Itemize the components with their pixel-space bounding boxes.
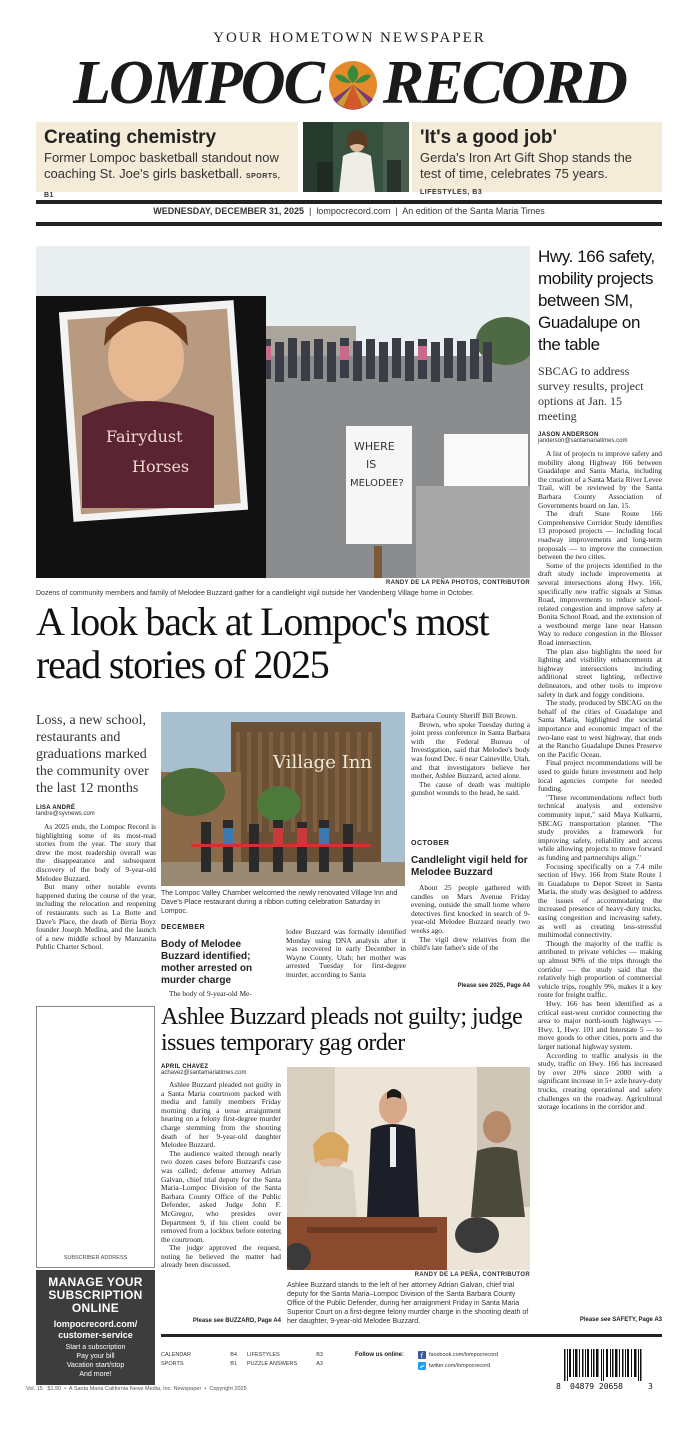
main-col3 (286, 928, 406, 980)
story2-headline[interactable]: Ashlee Buzzard pleads not guilty; judge issues temporary gag order (161, 1004, 523, 1056)
main-col4-p1: Barbara County Sheriff Bill Brown. (411, 711, 517, 720)
manage-item-vacation: Vacation start/stop (66, 1362, 125, 1369)
right-p8: Focusing specifically on a 7.4 mile section of Hwy. 166 from State Route 1 in Guadalupe to Depot Street in Santa Maria, the study was designed to address the issues of accommodating the increased presence of heavy-duty trucks, easing congestion and increasing safety, as well as creating less-stressful multimodal connectivity. (538, 861, 662, 940)
masthead-tagline: YOUR HOMETOWN NEWSPAPER (213, 30, 486, 46)
svg-text:f: f (420, 1352, 424, 1359)
facebook-icon (418, 1351, 426, 1359)
section-october: OCTOBER (411, 840, 450, 847)
right-p3: Some of the projects identified in the draft study include improvements at several intersections along Hwy. 166, specifically new traffic signals at Simas Road, improvements to reduce school-related congestion and improve safety at Bonita School Road, and the extension of a westbound merge lane near Hanson Way to reduce congestion in the Blosser Road intersection. (538, 560, 662, 648)
teaser-photo[interactable] (303, 122, 409, 192)
main-photo-credit: RANDY DE LA PEÑA PHOTOS, CONTRIBUTOR (385, 580, 530, 586)
vigil-photo-icon (36, 246, 530, 578)
village-inn-photo[interactable] (161, 712, 405, 886)
story2-byline-email[interactable]: achavez@santamariatimes.com (161, 1070, 247, 1076)
byline-name: LISA ANDRÉ (36, 805, 76, 811)
jump-buzzard[interactable]: Please see BUZZARD, Page A4 (192, 1318, 281, 1324)
subhead-december[interactable]: Body of Melodee Buzzard identified; mother arrested on murder charge (161, 939, 253, 986)
right-p4: The plan also highlights the need for lighting and visibility enhancements at highway intersections including additional street lighting, reflective delineators, and other tools to improve safety in dark and foggy conditions. (538, 646, 662, 699)
teaser-sports-text: Former Lompoc basketball standout now coaching St. Joe's girls basketball. SPORTS, B1 (44, 150, 281, 199)
index-item-sports[interactable]: SPORTS B1 (161, 1361, 237, 1367)
right-p11: According to traffic analysis in the study, traffic on Hwy. 166 has increased by over 20% since 2000 with a significant increase in 5+ axle heavy-duty trucks, creating operational and safety challenges on the roadway. Agricultural storage locations in the corridor and (538, 1050, 662, 1112)
svg-text:Village Inn: Village Inn (273, 752, 372, 773)
price: $1.50 (47, 1386, 62, 1392)
right-story (538, 246, 662, 1112)
main-byline (36, 805, 156, 817)
courtroom-photo-caption: Ashlee Buzzard stands to the left of her attorney Adrian Galvan, chief trial deputy for the Santa Maria–Lompoc Division of the Santa Barbara County Office of the Public Defender, during her arraignment Friday in Santa Maria Superior Court on a first-degree felony murder charge in the shooting death of her daughter, 9-year-old Melodee Buzzard. (287, 1282, 529, 1325)
rule-bottom (36, 222, 662, 226)
svg-text:Fairydust: Fairydust (106, 427, 183, 446)
main-col3-text: lodee Buzzard was formally identified Monday using DNA analysis after it was recovered in early December in Wayne County, Utah; her mother was arrested Tuesday for first-degree murder, according to Santa (286, 927, 406, 979)
barcode (556, 1349, 656, 1391)
teaser-lifestyles[interactable] (412, 122, 662, 196)
right-byline-name: JASON ANDERSON (538, 432, 599, 438)
subhead-october[interactable]: Candlelight vigil held for Melodee Buzzard (411, 855, 528, 878)
main-photo[interactable] (36, 246, 530, 578)
svg-text:WHERE: WHERE (354, 440, 395, 453)
story2-byline-name: APRIL CHAVEZ (161, 1064, 209, 1070)
main-col2-text: The body of 9-year-old Me- (169, 989, 252, 998)
main-col4-p2: Brown, who spoke Tuesday during a joint press conference in Santa Barbara with the Federal Bureau of Investigation, said that Melodee's body was found Dec. 6 near Caineville, Utah, and that investigators believe her mother, Ashlee Buzzard, acted alone. (411, 719, 530, 781)
twitter-icon (418, 1362, 426, 1370)
main-col1 (36, 823, 156, 952)
masthead-name-left: LOMPOC (73, 48, 323, 117)
right-p2: The draft State Route 166 Comprehensive Corridor Study identifies 13 proposed projects — including local roadway improvements and long-term proposals — to improve the connection between the two cities. (538, 509, 662, 562)
right-body (538, 450, 662, 1112)
village-inn-caption: The Lompoc Valley Chamber welcomed the newly renovated Village Inn and Dave's Place restaurant during a ribbon cutting celebration Saturday in Lompoc. (161, 890, 398, 915)
index-item-lifestyles[interactable]: LIFESTYLES B3 (247, 1352, 323, 1358)
main-col2 (161, 924, 279, 999)
jump-2025[interactable]: Please see 2025, Page A4 (457, 983, 530, 989)
main-col4-october (411, 840, 530, 953)
subscriber-address-box (36, 1006, 155, 1268)
story2-byline (161, 1064, 281, 1076)
right-headline[interactable]: Hwy. 166 safety, mobility projects between SM, Guadalupe on the table (538, 247, 655, 354)
dateline: WEDNESDAY, DECEMBER 31, 2025 | lompocrecord.com | An edition of the Santa Maria Times (153, 206, 545, 216)
masthead-logo[interactable] (0, 48, 699, 118)
index-item-calendar[interactable]: CALENDAR B4 (161, 1352, 237, 1358)
main-col4 (411, 712, 530, 798)
story2-body (161, 1081, 281, 1270)
manage-item-pay: Pay your bill (76, 1353, 115, 1360)
footer-rule (161, 1334, 662, 1337)
manage-item-start: Start a subscription (65, 1344, 126, 1351)
coach-photo-icon (303, 122, 409, 192)
story2-p2: The audience waited through nearly two dozen cases before Buzzard's case was called; defense attorney Adrian Galvan, chief trial deputy for the Santa Maria–Lompoc Division of the Santa Barbara County Office of the Public Defender, asked Judge John F. McGregor, who presides over Department 9, if his client could be removed from a lockbox before entering the courtroom. (161, 1148, 281, 1244)
follow-label: Follow us online: (355, 1352, 404, 1358)
manage-subscription-box[interactable] (36, 1270, 155, 1385)
section-december: DECEMBER (161, 924, 206, 931)
right-p7: "These recommendations reflect both technical analysis and extensive community input," said Maya Kulkarni, SBCAG transportation planner. "The study provides a framework for improving safety, reliability and access while allowing projects to move forward as funding and partnerships align." (538, 792, 662, 862)
main-col4b-p2: The vigil drew relatives from the child's late father's side of the (411, 934, 530, 953)
main-col4-p3: The cause of death was multiple gunshot wounds to the head, he said. (411, 779, 530, 798)
courtroom-photo[interactable] (287, 1067, 530, 1270)
right-p5: The study, produced by SBCAG on the behalf of the cities of Guadalupe and Santa Maria, highlighted the societal importance and economic impact of the two-lane east to west highway, that ends at the Rancho Guadalupe Dunes Preserve on the Pacific Ocean. (538, 698, 662, 759)
teaser-lifestyles-text: Gerda's Iron Art Gift Shop stands the test of time, celebrates 75 years. LIFESTYLES, B3 (420, 150, 633, 196)
main-photo-caption: Dozens of community members and family of Melodee Buzzard gather for a candlelight vigil outside her Vandenberg Village home in October. (36, 590, 474, 597)
main-deck: Loss, a new school, restaurants and graduations marked the community over the last 12 months (36, 713, 149, 796)
publisher: A Santa Maria California News Media, Inc. Newspaper (68, 1386, 202, 1392)
main-col1-p2: But many other notable events happened during the course of the year, including the relocation and reopening of restaurants such as La Botte and Dave's Place, the death of Birria Boyz founder Joseph Medina, and the launch of a new middle school by Manzanita Public Charter School. (36, 882, 156, 952)
right-p6: Final project recommendations will be used to guide future investment and help local agencies compete for needed funding. (538, 758, 662, 794)
svg-text:IS: IS (366, 458, 377, 471)
jump-safety[interactable]: Please see SAFETY, Page A3 (579, 1317, 662, 1323)
right-p9: Though the majority of the traffic is attributed to private vehicles — making up almost 90% of the trips through the corridor — the study said that the relatively high proportion of commercial vehicle trips, roughly 9%, makes it a key route for freight traffic. (538, 938, 662, 1000)
story2-p1: Ashlee Buzzard pleaded not guilty in a Santa Maria courtroom packed with media and family members Friday morning during a tense arraignment hearing on a felony first-degree murder charge stemming from the shooting death of her 9-year-old daughter Melodee Buzzard. (161, 1080, 281, 1150)
edition-note: An edition of the Santa Maria Times (402, 206, 545, 216)
copyright: Copyright 2025 (209, 1386, 247, 1392)
svg-text:3: 3 (648, 1382, 653, 1391)
teaser-lifestyles-section: LIFESTYLES, B3 (420, 189, 483, 196)
teaser-sports-section: SPORTS, B1 (44, 173, 281, 199)
teaser-sports-headline: Creating chemistry (44, 127, 217, 148)
right-p1: A list of projects to improve safety and mobility along Highway 166 between Guadalupe and Santa Maria, including the creation of a Santa Maria River Levee Trail, will be reviewed by the Santa Barbara County Association of Governments board on Jan. 15. (538, 449, 662, 510)
svg-text:MELODEE?: MELODEE? (350, 478, 404, 489)
byline-email[interactable]: landre@syvnews.com (36, 811, 95, 817)
issue-date: WEDNESDAY, DECEMBER 31, 2025 (153, 206, 304, 216)
ribbon-cutting-photo-icon (161, 712, 405, 886)
manage-url[interactable]: lompocrecord.com/ customer-service (53, 1319, 138, 1340)
volume: Vol. 15 (26, 1386, 43, 1392)
twitter-link[interactable]: twitter.com/lompocrecord (418, 1362, 490, 1370)
svg-text:Horses: Horses (132, 457, 190, 476)
manage-title: MANAGE YOUR SUBSCRIPTION ONLINE (48, 1275, 143, 1315)
poppy-logo-icon (325, 55, 381, 111)
teaser-sports[interactable] (36, 122, 298, 199)
courtroom-photo-credit: RANDY DE LA PEÑA, CONTRIBUTOR (414, 1272, 530, 1278)
right-deck: SBCAG to address survey results, project options at Jan. 15 meeting (538, 364, 644, 423)
teaser-lifestyles-headline: 'It's a good job' (420, 127, 558, 148)
story2-p3: The judge approved the request, noting he believed the matter had already been discussed. (161, 1243, 281, 1270)
barcode-icon (556, 1349, 656, 1391)
main-col1-p1: As 2025 ends, the Lompoc Record is highlighting some of its most-read stories from the year. The story that drew the most readership overall was the disappearance and subsequent discovery of the body of 9-year-old Melodee Buzzard. (36, 822, 156, 883)
subscriber-address-label: SUBSCRIBER ADDRESS (63, 1255, 128, 1261)
courtroom-photo-icon (287, 1067, 530, 1270)
svg-text:04879 20658: 04879 20658 (570, 1382, 623, 1391)
right-p10: Hwy. 166 has been identified as a critical east-west corridor connecting the area to major north-south highways — Hwy. 1, Hwy. 101 and Interstate 5 — to move goods to other cities, ports and the larger national highway system. (538, 999, 662, 1051)
footer-bar: Vol. 15 $1.50 • A Santa Maria California News Media, Inc. Newspaper • Copyright 2025 (26, 1386, 247, 1392)
rule-top (36, 200, 662, 204)
site-link[interactable]: lompocrecord.com (316, 206, 391, 216)
masthead-name-right: RECORD (382, 48, 626, 117)
manage-item-more: And more! (79, 1371, 112, 1378)
svg-text:8: 8 (556, 1382, 561, 1391)
right-byline-email[interactable]: janderson@santamariatimes.com (538, 438, 628, 444)
main-col4b-p1: About 25 people gathered with candles on Mars Avenue Friday evening, outside the small home where detectives first knocked in search of 9-year-old Melodee Buzzard nearly two weeks ago. (411, 883, 530, 935)
main-headline[interactable]: A look back at Lompoc's most read stories of 2025 (36, 599, 489, 687)
index-item-puzzle[interactable]: PUZZLE ANSWERS A3 (247, 1361, 323, 1367)
facebook-link[interactable]: f facebook.com/lompocrecord (418, 1351, 498, 1359)
